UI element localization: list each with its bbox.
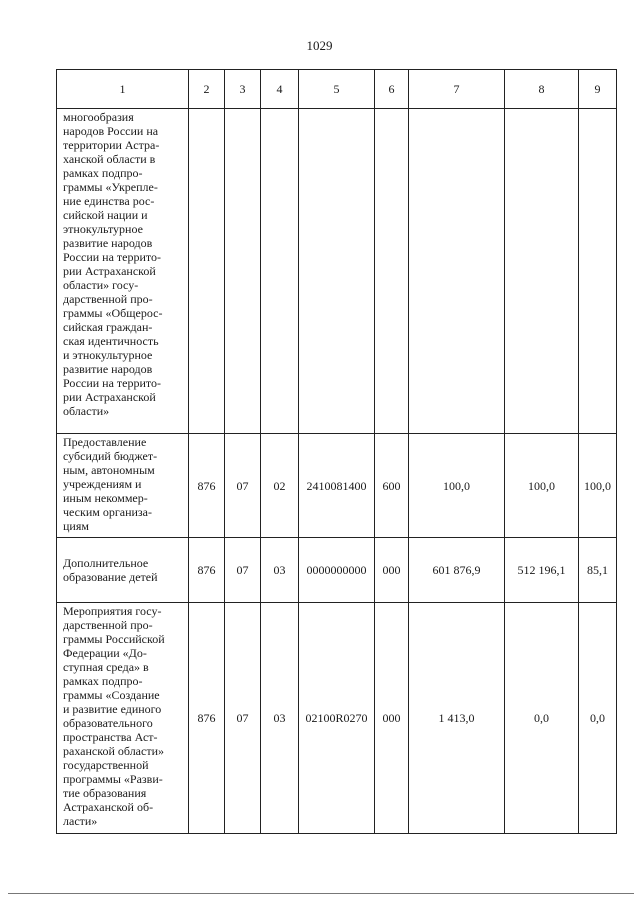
cell-planned: 601 876,9 [409,538,505,603]
header-cell-7: 7 [409,70,505,109]
header-cell-5: 5 [299,70,375,109]
header-cell-9: 9 [579,70,617,109]
cell-executed: 0,0 [505,603,579,834]
cell-percent: 0,0 [579,603,617,834]
bottom-rule [8,893,634,894]
cell-ministry-code: 876 [189,603,225,834]
header-cell-2: 2 [189,70,225,109]
cell-section: 07 [225,538,261,603]
cell-percent [579,109,617,434]
cell-section [225,109,261,434]
row-description: многообразия народов России на территории Астра- ханской области в рамках подпро- граммы «Укрепле- ние единства рос- сийской нации и этнокультурное развитие народов России на террито- рии Астраханской области» госу- дарственной про- граммы «Общерос- сийская граждан- ская идентичность и этнокультурное развитие народов России на террито- рии Астраханской области» [57,109,189,434]
cell-subsection: 03 [261,538,299,603]
table-row [57,434,617,538]
cell-subsection [261,109,299,434]
header-cell-1: 1 [57,70,189,109]
row-description: Дополнительное образование детей [57,538,189,603]
table-row [57,538,617,603]
cell-ministry-code: 876 [189,538,225,603]
cell-section: 07 [225,603,261,834]
header-cell-3: 3 [225,70,261,109]
page-number: 1029 [306,38,333,53]
cell-expense-type: 600 [375,434,409,538]
cell-planned [409,109,505,434]
cell-target-article: 2410081400 [299,434,375,538]
cell-target-article: 02100R0270 [299,603,375,834]
cell-target-article [299,109,375,434]
cell-ministry-code: 876 [189,434,225,538]
row-description: Предоставление субсидий бюджет- ным, автономным учреждениям и иным некоммер- ческим организа- циям [57,434,189,538]
cell-ministry-code [189,109,225,434]
cell-subsection: 03 [261,603,299,834]
cell-planned: 1 413,0 [409,603,505,834]
table-row [57,109,617,434]
cell-executed [505,109,579,434]
header-row [57,70,617,109]
cell-target-article: 0000000000 [299,538,375,603]
table-row [57,603,617,834]
cell-percent: 100,0 [579,434,617,538]
cell-expense-type: 000 [375,538,409,603]
cell-expense-type: 000 [375,603,409,834]
cell-executed: 512 196,1 [505,538,579,603]
header-cell-4: 4 [261,70,299,109]
cell-planned: 100,0 [409,434,505,538]
cell-subsection: 02 [261,434,299,538]
cell-executed: 100,0 [505,434,579,538]
budget-table [56,69,617,834]
header-cell-8: 8 [505,70,579,109]
cell-percent: 85,1 [579,538,617,603]
header-cell-6: 6 [375,70,409,109]
row-description: Мероприятия госу- дарственной про- граммы Российской Федерации «До- ступная среда» в рамках подпро- граммы «Создание и развитие единого образовательного пространства Аст- раханской области» государственной программы «Разви- тие образования Астраханской об- ласти» [57,603,189,834]
cell-section: 07 [225,434,261,538]
cell-expense-type [375,109,409,434]
